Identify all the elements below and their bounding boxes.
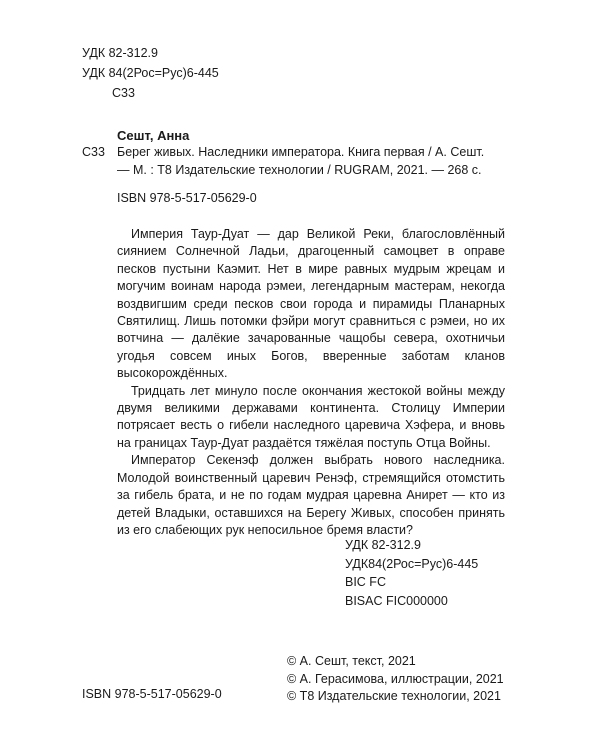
author-name: Сешт, Анна xyxy=(117,128,190,143)
biblio-line-2: — М. : Т8 Издательские технологии / RUGRAM, 2021. — 268 с. xyxy=(117,162,482,177)
annotation xyxy=(117,226,505,539)
annotation-paragraph: Тридцать лет минуло после окончания жестокой войны между двумя великими державами континента. Столицу Империи потрясает весть о гибели наследного царевича Хэфера, и вновь на границах Таур-Дуат раздаётся тяжёлая поступь Отца Войны. xyxy=(117,383,505,450)
header-udk-block xyxy=(82,43,219,103)
annotation-paragraph: Император Секенэф должен выбрать нового наследника. Молодой воинственный царевич Ренэф, стремящийся отомстить за гибель брата, и не по годам мудрая царевна Анирет — кто из детей Владыки, оставшихся на Берегу Живых, способен принять из его слабеющих рук непосильное бремя власти? xyxy=(117,453,505,537)
catalog-code: С33 xyxy=(82,145,105,159)
author-code: С33 xyxy=(112,86,135,100)
footer-bisac: BISAC FIC000000 xyxy=(345,593,448,608)
biblio-line-1: Берег живых. Наследники императора. Книга первая / А. Сешт. xyxy=(117,145,485,159)
copyright-publisher: © Т8 Издательские технологии, 2021 xyxy=(287,689,501,703)
footer-udk-line-1: УДК 82-312.9 xyxy=(345,538,421,552)
bibliographic-description xyxy=(117,144,507,179)
footer-udk-line-2: УДК84(2Рос=Рус)6-445 xyxy=(345,556,479,571)
udk-line-1: УДК 82-312.9 xyxy=(82,46,158,60)
footer-udk-block xyxy=(345,536,478,610)
isbn: ISBN 978-5-517-05629-0 xyxy=(117,191,257,205)
copyright-illustrations: © А. Герасимова, иллюстрации, 2021 xyxy=(287,671,504,686)
footer-isbn: ISBN 978-5-517-05629-0 xyxy=(82,687,222,701)
udk-line-2: УДК 84(2Рос=Рус)6-445 xyxy=(82,66,219,80)
copyright-block xyxy=(287,653,504,706)
annotation-paragraph: Империя Таур-Дуат — дар Великой Реки, благословлённый сиянием Солнечной Ладьи, драгоценный самоцвет в оправе песков пустыни Каэмит. Нет в мире равных мудрым жрецам и могучим воинам народа рэмеи, легендарным мастерам, некогда воздвигшим среди песков свои города и пирамиды Планарных Святилищ. Лишь потомки фэйри могут сравниться с рэмеи, но их вотчина — далёкие зачарованные чащобы севера, охотничьи угодья совсем иных Богов, вверенные заботам кланов высокорождённых. xyxy=(117,227,505,381)
footer-bic: BIC FC xyxy=(345,575,386,589)
copyright-text: © А. Сешт, текст, 2021 xyxy=(287,654,416,668)
